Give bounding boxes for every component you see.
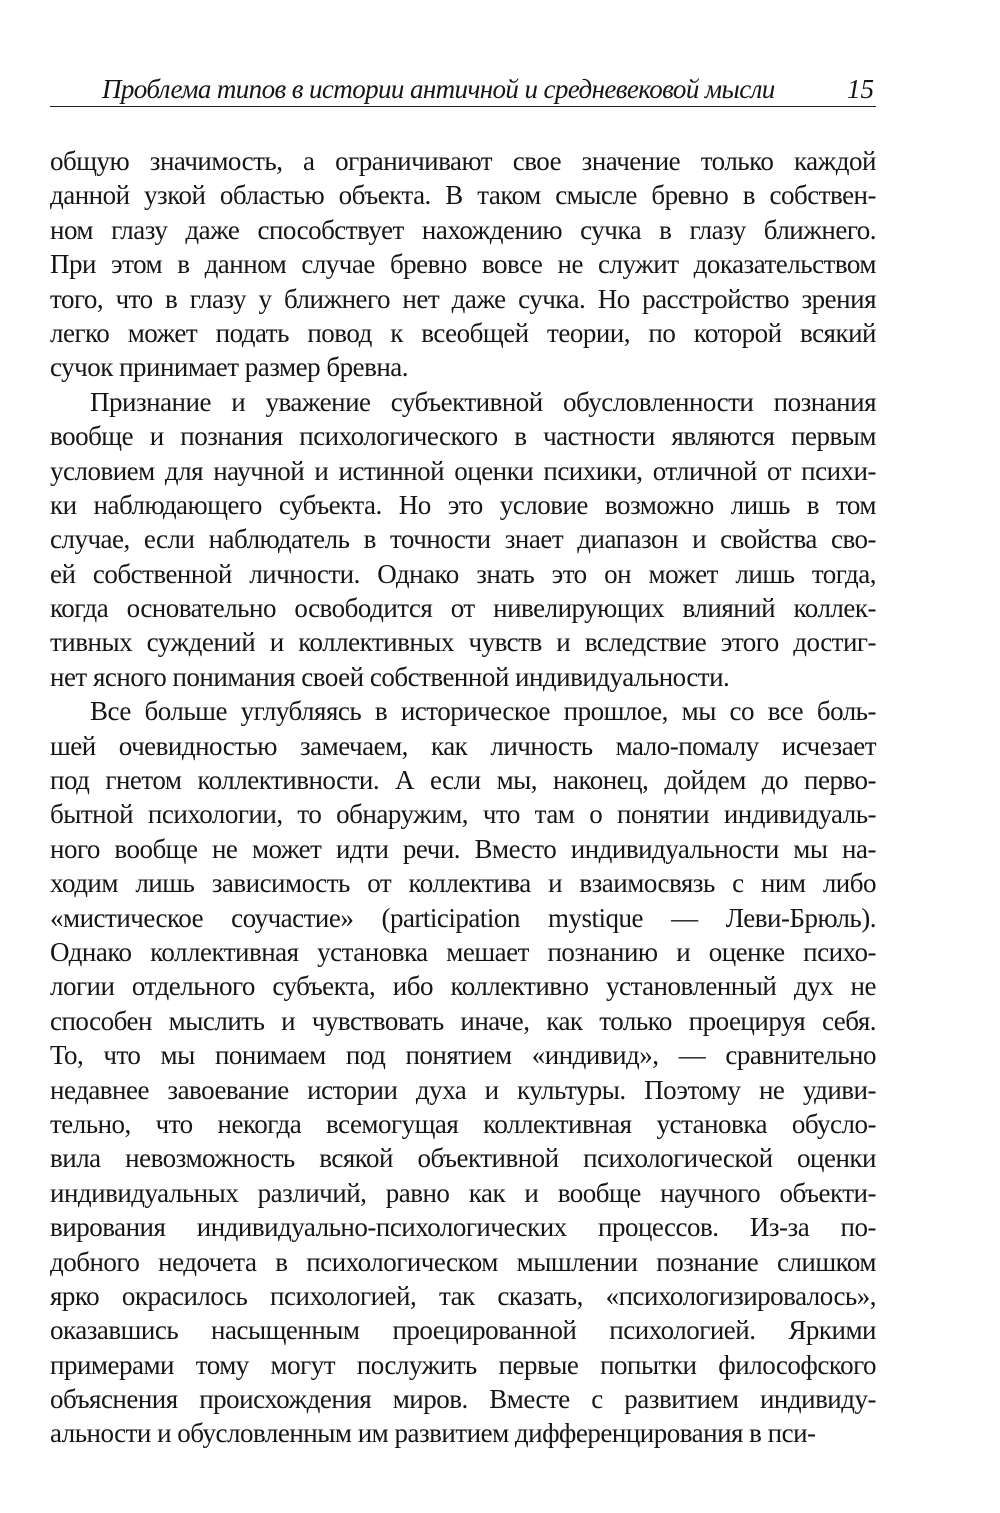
text-line: бытной психологии, то обнаружим, что там о понятии индивидуаль- <box>50 799 876 830</box>
text-line: тельно, что некогда всемогущая коллективная установка обусло- <box>50 1108 876 1139</box>
text-line: того, что в глазу у ближнего нет даже сучка. Но расстройство зрения <box>50 283 876 314</box>
text-line: тивных суждений и коллективных чувств и вследствие этого достиг- <box>50 627 876 658</box>
text-line: То, что мы понимаем под понятием «индивид», — сравнительно <box>50 1040 876 1071</box>
paragraph <box>50 694 876 1451</box>
text-line: вирования индивидуально-психологических процессов. Из-за по- <box>50 1212 876 1243</box>
running-header <box>50 70 876 107</box>
paragraph <box>50 385 876 695</box>
text-line: ного вообще не может идти речи. Вместо индивидуальности мы на- <box>50 833 876 864</box>
page-number: 15 <box>847 74 874 104</box>
text-line: ходим лишь зависимость от коллектива и взаимосвязь с ним либо <box>50 868 876 899</box>
text-line: условием для научной и истинной оценки психики, отличной от психи- <box>50 455 876 486</box>
paragraph <box>50 144 876 385</box>
text-line: данной узкой областью объекта. В таком смысле бревно в собствен- <box>50 180 876 211</box>
text-line: При этом в данном случае бревно вовсе не служит доказательством <box>50 249 876 280</box>
text-line: примерами тому могут послужить первые попытки философского <box>50 1349 876 1380</box>
text-line: когда основательно освободится от нивелирующих влияний коллек- <box>50 593 876 624</box>
text-line: «мистическое соучастие» (participation mystique — Леви-Брюль). <box>50 902 876 933</box>
body-text <box>50 144 876 1451</box>
text-line: недавнее завоевание истории духа и культуры. Поэтому не удиви- <box>50 1074 876 1105</box>
text-line: Однако коллективная установка мешает познанию и оценке психо- <box>50 936 876 967</box>
text-line: объяснения происхождения миров. Вместе с развитием индивиду- <box>50 1384 876 1415</box>
text-line: альности и обусловленным им развитием дифференцирования в пси- <box>50 1418 816 1449</box>
text-line: случае, если наблюдатель в точности знает диапазон и свойства сво- <box>50 524 876 555</box>
text-line: нет ясного понимания своей собственной индивидуальности. <box>50 661 730 692</box>
text-line: добного недочета в психологическом мышлении познание слишком <box>50 1246 876 1277</box>
running-title: Проблема типов в истории античной и средневековой мысли <box>102 74 775 104</box>
text-line: вила невозможность всякой объективной психологической оценки <box>50 1143 876 1174</box>
text-line: под гнетом коллективности. А если мы, наконец, дойдем до перво- <box>50 765 876 796</box>
text-line: индивидуальных различий, равно как и вообще научного объекти- <box>50 1177 876 1208</box>
text-line: сучок принимает размер бревна. <box>50 352 409 383</box>
text-line: способен мыслить и чувствовать иначе, как только проецируя себя. <box>50 1005 876 1036</box>
text-line: легко может подать повод к всеобщей теории, по которой всякий <box>50 317 876 348</box>
text-line: общую значимость, а ограничивают свое значение только каждой <box>50 146 876 176</box>
text-line: ном глазу даже способствует нахождению сучка в глазу ближнего. <box>50 214 876 245</box>
text-line: Все больше углубляясь в историческое прошлое, мы со все боль- <box>90 696 876 727</box>
text-line: логии отдельного субъекта, ибо коллективно установленный дух не <box>50 971 876 1002</box>
text-line: шей очевидностью замечаем, как личность мало-помалу исчезает <box>50 730 876 761</box>
text-line: ки наблюдающего субъекта. Но это условие возможно лишь в том <box>50 489 876 520</box>
text-line: ярко окрасилось психологией, так сказать, «психологизировалось», <box>50 1280 876 1311</box>
text-line: оказавшись насыщенным проецированной психологией. Яркими <box>50 1315 876 1346</box>
text-line: вообще и познания психологического в частности являются первым <box>50 421 876 452</box>
text-line: Признание и уважение субъективной обусловленности познания <box>90 386 876 417</box>
text-line: ей собственной личности. Однако знать это он может лишь тогда, <box>50 558 876 589</box>
